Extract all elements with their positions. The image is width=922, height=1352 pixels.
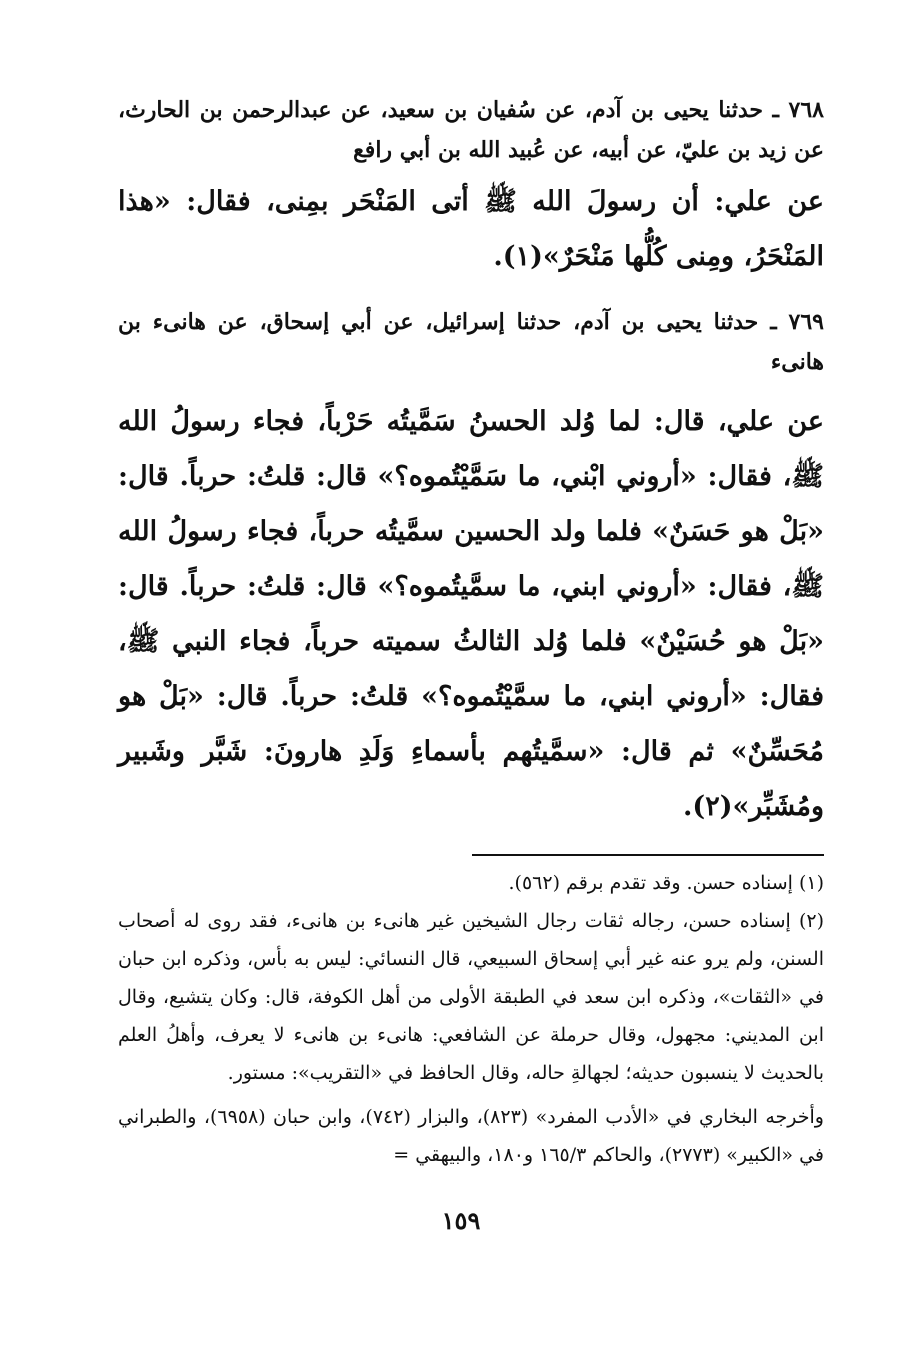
hadith-768-isnad: ٧٦٨ ـ حدثنا يحيى بن آدم، عن سُفيان بن سعيد، عن عبدالرحمن بن الحارث، عن زيد بن عليّ، عن أبيه، عن عُبيد الله بن أبي رافع: [118, 97, 824, 163]
footnote-separator: [472, 854, 824, 856]
footnotes: [118, 864, 824, 1174]
hadith-769: [118, 302, 824, 834]
hadith-769-matn: عن علي، قال: لما وُلد الحسنُ سَمَّيتُه حَرْباً، فجاء رسولُ الله ﷺ، فقال: «أروني ابْني، ما سَمَّيْتُموه؟» قال: قلتُ: حرباً. قال: «بَلْ هو حَسَنٌ» فلما ولد الحسين سمَّيتُه حرباً، فجاء رسولُ الله ﷺ، فقال: «أروني ابني، ما سمَّيتُموه؟» قال: قلتُ: حرباً. قال: «بَلْ هو حُسَيْنٌ» فلما وُلد الثالثُ سميته حرباً، فجاء النبي ﷺ، فقال: «أروني ابني، ما سمَّيْتُموه؟» قلتُ: حرباً. قال: «بَلْ هو مُحَسِّنٌ» ثم قال: «سمَّيتُهم بأسماءِ وَلَدِ هارونَ: شَبَّر وشَبير ومُشَبِّر»(٢).: [118, 406, 824, 822]
footnote-2-takhrij: وأخرجه البخاري في «الأدب المفرد» (٨٢٣)، والبزار (٧٤٢)، وابن حبان (٦٩٥٨)، والطبراني في «الكبير» (٢٧٧٣)، والحاكم ١٦٥/٣ و١٨٠، والبيهقي =: [118, 1106, 824, 1166]
hadith-768: [118, 90, 824, 284]
hadith-768-matn: عن علي: أن رسولَ الله ﷺ أتى المَنْحَر بمِنى، فقال: «هذا المَنْحَرُ، ومِنى كُلُّها مَنْحَرٌ»(١).: [118, 186, 824, 272]
footnote-2: (٢) إسناده حسن، رجاله ثقات رجال الشيخين غير هانىء بن هانىء، فقد روى له أصحاب السنن، ولم يرو عنه غير أبي إسحاق السبيعي، قال النسائي: ليس به بأس، وذكره ابن حبان في «الثقات»، وذكره ابن سعد في الطبقة الأولى من أهل الكوفة، قال: وكان يتشيع، وقال ابن المديني: مجهول، وقال حرملة عن الشافعي: هانىء بن هانىء لا يعرف، وأهلُ العلم بالحديث لا ينسبون حديثه؛ لجهالةِ حاله، وقال الحافظ في «التقريب»: مستور.: [118, 910, 824, 1084]
page-number: ١٥٩: [441, 1206, 481, 1235]
footnote-1: (١) إسناده حسن. وقد تقدم برقم (٥٦٢).: [508, 872, 824, 894]
hadith-769-isnad: ٧٦٩ ـ حدثنا يحيى بن آدم، حدثنا إسرائيل، عن أبي إسحاق، عن هانىء بن هانىء: [118, 309, 824, 375]
